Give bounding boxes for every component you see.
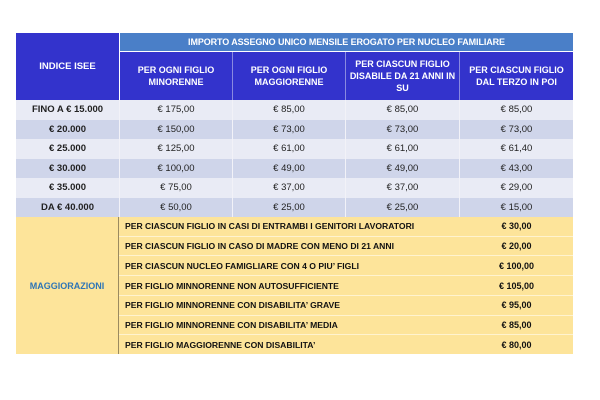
maggiorazione-desc: PER CIASCUN FIGLIO IN CASI DI ENTRAMBI I GENITORI LAVORATORI (125, 221, 415, 232)
maggiorazione-row (119, 316, 573, 336)
maggiorazione-desc: PER FIGLIO MINNORENNE CON DISABILITA’ GRAVE (125, 300, 341, 311)
table-row (16, 198, 573, 218)
value-cell: € 73,00 (500, 123, 533, 135)
table-row (16, 120, 573, 140)
table-row (16, 100, 573, 120)
value-cell: € 150,00 (120, 120, 233, 140)
value-cell: € 61,40 (500, 143, 533, 155)
value-cell: € 125,00 (120, 139, 233, 159)
isee-cell: DA € 40.000 (16, 198, 120, 218)
value-cell: € 73,00 (233, 120, 346, 140)
table-body (16, 100, 573, 217)
value-cell: € 37,00 (346, 178, 460, 198)
column-header-terzo: PER CIASCUN FIGLIO DAL TERZO IN POI (460, 52, 573, 100)
value-cell: € 50,00 (120, 198, 233, 218)
value-cell: € 37,00 (233, 178, 346, 198)
maggiorazione-desc: PER FIGLIO MINNORENNE CON DISABILITA’ MEDIA (125, 319, 338, 330)
value-cell: € 85,00 (233, 100, 346, 120)
isee-header: INDICE ISEE (16, 33, 119, 100)
value-cell: € 29,00 (500, 182, 533, 194)
value-cell: € 49,00 (346, 159, 460, 179)
maggiorazione-row (119, 296, 573, 316)
value-cell: € 61,00 (346, 139, 460, 159)
value-cell: € 85,00 (500, 104, 533, 116)
value-cell: € 100,00 (120, 159, 233, 179)
maggiorazione-value: € 85,00 (501, 319, 532, 330)
maggiorazione-row (119, 276, 573, 296)
column-header-disabile: PER CIASCUN FIGLIO DISABILE DA 21 ANNI IN SU (346, 52, 460, 100)
maggiorazioni-list (119, 217, 573, 354)
isee-cell: € 20.000 (16, 120, 120, 140)
value-cell: € 75,00 (120, 178, 233, 198)
maggiorazione-desc: PER CIASCUN NUCLEO FAMIGLIARE CON 4 O PIU’ FIGLI (125, 260, 359, 271)
isee-cell: € 25.000 (16, 139, 120, 159)
value-cell: € 25,00 (346, 198, 460, 218)
isee-cell: € 30.000 (16, 159, 120, 179)
column-header-minorenne: PER OGNI FIGLIO MINORENNE (120, 52, 233, 100)
column-headers (120, 52, 573, 100)
value-cell: € 25,00 (233, 198, 346, 218)
isee-cell: FINO A € 15.000 (16, 100, 120, 120)
maggiorazione-value: € 105,00 (498, 280, 535, 291)
maggiorazione-row (119, 237, 573, 257)
value-cell: € 73,00 (346, 120, 460, 140)
table-row (16, 159, 573, 179)
maggiorazione-row (119, 217, 573, 237)
table-row (16, 178, 573, 198)
maggiorazione-desc: PER FIGLIO MAGGIORENNE CON DISABILITA’ (125, 339, 316, 350)
maggiorazioni-section (16, 217, 573, 354)
maggiorazione-value: € 95,00 (501, 300, 532, 311)
isee-cell: € 35.000 (16, 178, 120, 198)
maggiorazione-value: € 80,00 (501, 339, 532, 350)
column-header-maggiorenne: PER OGNI FIGLIO MAGGIORENNE (233, 52, 346, 100)
maggiorazioni-label: MAGGIORAZIONI (16, 217, 119, 354)
maggiorazione-row (119, 335, 573, 354)
maggiorazione-row (119, 256, 573, 276)
value-cell: € 49,00 (233, 159, 346, 179)
value-cell: € 61,00 (233, 139, 346, 159)
maggiorazione-desc: PER CIASCUN FIGLIO IN CASO DI MADRE CON MENO DI 21 ANNI (125, 241, 394, 252)
value-cell: € 43,00 (500, 162, 533, 174)
value-cell: € 175,00 (120, 100, 233, 120)
maggiorazione-value: € 100,00 (498, 260, 535, 271)
maggiorazione-value: € 30,00 (501, 221, 532, 232)
super-header: IMPORTO ASSEGNO UNICO MENSILE EROGATO PER NUCLEO FAMILIARE (120, 33, 573, 51)
table-row (16, 139, 573, 159)
value-cell: € 85,00 (346, 100, 460, 120)
maggiorazione-desc: PER FIGLIO MINNORENNE NON AUTOSUFFICIENTE (125, 280, 339, 291)
maggiorazione-value: € 20,00 (501, 241, 532, 252)
value-cell: € 15,00 (500, 201, 533, 213)
